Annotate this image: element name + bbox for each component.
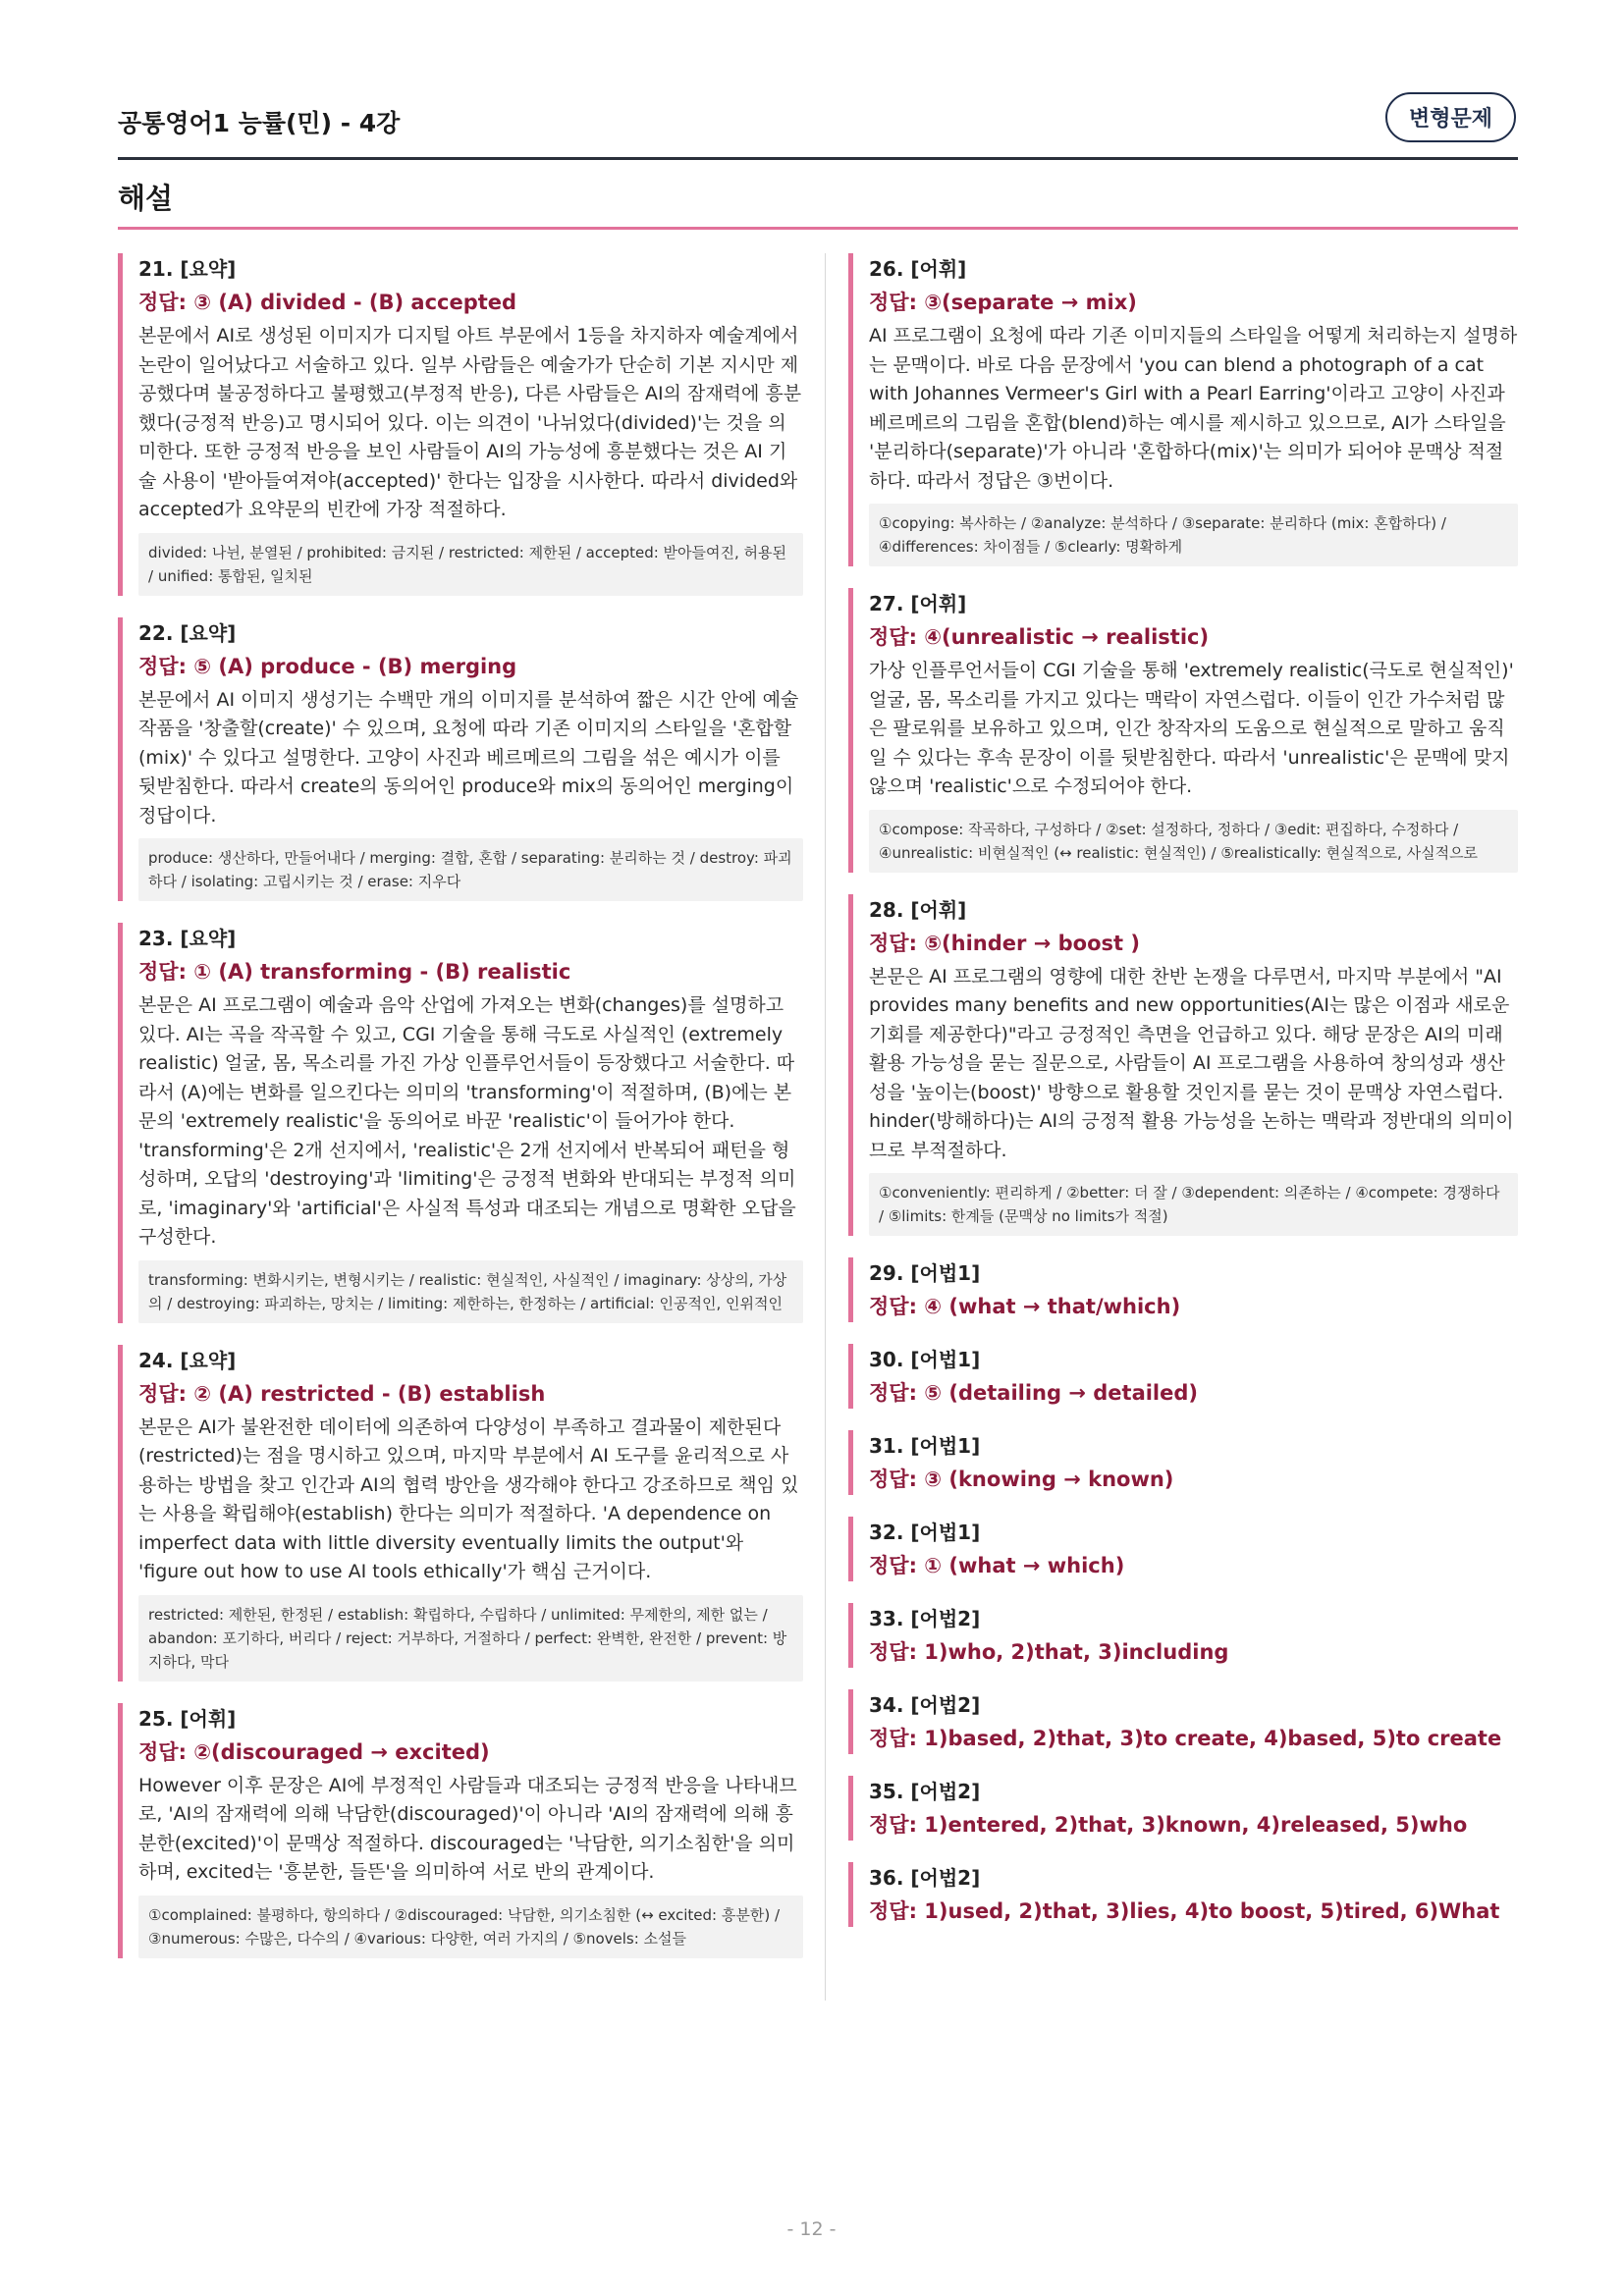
answer-item-25 bbox=[118, 1703, 803, 1958]
vocab-box: transforming: 변화시키는, 변형시키는 / realistic: 현실적인, 사실적인 / imaginary: 상상의, 가상의 / destroying: 파괴하는, 망치는 / limiting: 제한하는, 한정하는 / artificial: 인공적인, 인위적인 bbox=[138, 1260, 803, 1323]
answer-item-32 bbox=[848, 1517, 1518, 1581]
answer-item-27 bbox=[848, 588, 1518, 873]
answer-item-23 bbox=[118, 923, 803, 1323]
item-answer: 정답: ① (what → which) bbox=[869, 1554, 1125, 1577]
item-answer: 정답: 1)based, 2)that, 3)to create, 4)based, 5)to create bbox=[869, 1727, 1502, 1750]
item-answer: 정답: ③ (knowing → known) bbox=[869, 1468, 1174, 1491]
answer-item-34 bbox=[848, 1689, 1518, 1754]
item-answer: 정답: ③(separate → mix) bbox=[869, 291, 1137, 314]
section-divider bbox=[118, 227, 1518, 230]
item-explanation: AI 프로그램이 요청에 따라 기존 이미지들의 스타일을 어떻게 처리하는지 설명하는 문맥이다. 바로 다음 문장에서 'you can blend a photograph of a cat with Johannes Vermeer's Girl with a Pearl Earring'이라고 고양이 사진과 베르메르의 그림을 혼합(blend)하는 예시를 제시하고 있으므로, AI가 스타일을 '분리하다(separate)'가 아니라 '혼합하다(mix)'는 의미가 되어야 문맥상 적절하다. 따라서 정답은 ③번이다. bbox=[869, 325, 1518, 492]
header-divider bbox=[118, 157, 1518, 160]
item-heading: 36. [어법2] bbox=[869, 1866, 981, 1890]
item-answer: 정답: ⑤(hinder → boost ) bbox=[869, 931, 1140, 955]
answer-item-26 bbox=[848, 253, 1518, 566]
item-answer: 정답: ④(unrealistic → realistic) bbox=[869, 625, 1210, 649]
item-answer: 정답: ⑤ (A) produce - (B) merging bbox=[138, 654, 517, 678]
answer-item-22 bbox=[118, 617, 803, 902]
item-explanation: 본문은 AI가 불완전한 데이터에 의존하여 다양성이 부족하고 결과물이 제한된다(restricted)는 점을 명시하고 있으며, 마지막 부분에서 AI 도구를 윤리적으로 사용하는 방법을 찾고 인간과 AI의 협력 방안을 생각해야 한다고 강조하므로 책임 있는 사용을 확립해야(establish) 한다는 의미가 적절하다. 'A dependence on imperfect data with little diversity eventually limits the output'와 'figure out how to use AI tools ethically'가 핵심 근거이다. bbox=[138, 1415, 799, 1582]
item-heading: 34. [어법2] bbox=[869, 1693, 981, 1717]
item-explanation: 본문에서 AI로 생성된 이미지가 디지털 아트 부문에서 1등을 차지하자 예술계에서 논란이 일어났다고 서술하고 있다. 일부 사람들은 예술가가 단순히 기본 지시만 제공했다며 불공정하다고 불평했고(부정적 반응), 다른 사람들은 AI의 잠재력에 흥분했다(긍정적 반응)고 명시되어 있다. 이는 의견이 '나뉘었다(divided)'는 것을 의미한다. 또한 긍정적 반응을 보인 사람들이 AI의 가능성에 흥분했다는 것은 AI 기술 사용이 '받아들여져야(accepted)' 한다는 입장을 시사한다. 따라서 divided와 accepted가 요약문의 빈칸에 가장 적절하다. bbox=[138, 325, 802, 520]
column-divider bbox=[825, 253, 826, 2001]
item-explanation: However 이후 문장은 AI에 부정적인 사람들과 대조되는 긍정적 반응을 나타내므로, 'AI의 잠재력에 의해 낙담한(discouraged)'이 아니라 'AI의 잠재력에 의해 흥분한(excited)'이 문맥상 적절하다. discouraged는 '낙담한, 의기소침한'을 의미하며, excited는 '흥분한, 들뜬'을 의미하여 서로 반의 관계이다. bbox=[138, 1774, 797, 1883]
answer-item-29 bbox=[848, 1257, 1518, 1322]
item-answer: 정답: ③ (A) divided - (B) accepted bbox=[138, 291, 517, 314]
item-heading: 32. [어법1] bbox=[869, 1521, 981, 1544]
answer-item-33 bbox=[848, 1603, 1518, 1668]
item-heading: 24. [요약] bbox=[138, 1348, 237, 1372]
item-heading: 23. [요약] bbox=[138, 927, 237, 950]
item-heading: 22. [요약] bbox=[138, 620, 237, 645]
item-heading: 31. [어법1] bbox=[869, 1434, 981, 1458]
answer-item-24 bbox=[118, 1345, 803, 1682]
answer-item-35 bbox=[848, 1776, 1518, 1841]
item-heading: 21. [요약] bbox=[138, 257, 237, 281]
vocab-box: ①conveniently: 편리하게 / ②better: 더 잘 / ③dependent: 의존하는 / ④compete: 경쟁하다 / ⑤limits: 한계들 (문맥상 no limits가 적절) bbox=[869, 1173, 1518, 1236]
item-answer: 정답: ⑤ (detailing → detailed) bbox=[869, 1381, 1199, 1405]
item-explanation: 본문은 AI 프로그램이 예술과 음악 산업에 가져오는 변화(changes)를 설명하고 있다. AI는 곡을 작곡할 수 있고, CGI 기술을 통해 극도로 사실적인 (extremely realistic) 얼굴, 몸, 목소리를 가진 가상 인플루언서들이 등장했다고 서술한다. 따라서 (A)에는 변화를 일으킨다는 의미의 'transforming'이 적절하며, (B)에는 본문의 'extremely realistic'을 동의어로 바꾼 'realistic'이 들어가야 한다. 'transforming'은 2개 선지에서, 'realistic'은 2개 선지에서 반복되어 패턴을 형성하며, 오답의 'destroying'과 'limiting'은 긍정적 변화와 반대되는 부정적 의미로, 'imaginary'와 'artificial'은 사실적 특성과 대조되는 개념으로 명확한 오답을 구성한다. bbox=[138, 994, 796, 1248]
item-answer: 정답: ② (A) restricted - (B) establish bbox=[138, 1381, 546, 1406]
right-column bbox=[848, 253, 1518, 1949]
item-answer: 정답: 1)who, 2)that, 3)including bbox=[869, 1640, 1229, 1664]
vocab-box: ①complained: 불평하다, 항의하다 / ②discouraged: 낙담한, 의기소침한 (↔ excited: 흥분한) / ③numerous: 수많은, 다수의 / ④various: 다양한, 여러 가지의 / ⑤novels: 소설들 bbox=[138, 1896, 803, 1958]
answer-item-30 bbox=[848, 1344, 1518, 1409]
item-heading: 30. [어법1] bbox=[869, 1348, 981, 1371]
item-answer: 정답: 1)entered, 2)that, 3)known, 4)released, 5)who bbox=[869, 1813, 1468, 1837]
item-heading: 25. [어휘] bbox=[138, 1706, 237, 1731]
item-heading: 33. [어법2] bbox=[869, 1607, 981, 1630]
item-explanation: 본문은 AI 프로그램의 영향에 대한 찬반 논쟁을 다루면서, 마지막 부분에서 "AI provides many benefits and new opportunities(AI는 많은 이점과 새로운 기회를 제공한다)"라고 긍정적인 측면을 언급하고 있다. 해당 문장은 AI의 미래 활용 가능성을 묻는 질문으로, 사람들이 AI 프로그램을 사용하여 창의성과 생산성을 '높이는(boost)' 방향으로 활용할 것인지를 묻는 것이 문맥상 자연스럽다. hinder(방해하다)는 AI의 긍정적 활용 가능성을 논하는 맥락과 정반대의 의미이므로 부적절하다. bbox=[869, 965, 1514, 1161]
item-answer: 정답: 1)used, 2)that, 3)lies, 4)to boost, 5)tired, 6)What bbox=[869, 1899, 1500, 1923]
item-explanation: 가상 인플루언서들이 CGI 기술을 통해 'extremely realistic(극도로 현실적인)' 얼굴, 몸, 목소리를 가지고 있다는 맥락이 자연스럽다. 이들이 인간 가수처럼 많은 팔로워를 보유하고 있으며, 인간 창작자의 도움으로 현실적으로 말하고 움직일 수 있다는 후속 문장이 이를 뒷받침한다. 따라서 'unrealistic'은 문맥에 맞지 않으며 'realistic'으로 수정되어야 한다. bbox=[869, 660, 1514, 797]
left-column bbox=[118, 253, 803, 1980]
answer-item-21 bbox=[118, 253, 803, 596]
answer-item-28 bbox=[848, 894, 1518, 1237]
item-answer: 정답: ②(discouraged → excited) bbox=[138, 1739, 490, 1764]
vocab-box: ①compose: 작곡하다, 구성하다 / ②set: 설정하다, 정하다 / ③edit: 편집하다, 수정하다 / ④unrealistic: 비현실적인 (↔ realistic: 현실적인) / ⑤realistically: 현실적으로, 사실적으로 bbox=[869, 810, 1518, 873]
item-heading: 26. [어휘] bbox=[869, 257, 967, 281]
answer-item-31 bbox=[848, 1430, 1518, 1495]
vocab-box: ①copying: 복사하는 / ②analyze: 분석하다 / ③separate: 분리하다 (mix: 혼합하다) / ④differences: 차이점들 / ⑤clearly: 명확하게 bbox=[869, 504, 1518, 566]
vocab-box: divided: 나뉜, 분열된 / prohibited: 금지된 / restricted: 제한된 / accepted: 받아들여진, 허용된 / unified: 통합된, 일치된 bbox=[138, 533, 803, 596]
item-answer: 정답: ④ (what → that/which) bbox=[869, 1295, 1181, 1318]
item-heading: 27. [어휘] bbox=[869, 592, 967, 615]
item-answer: 정답: ① (A) transforming - (B) realistic bbox=[138, 960, 571, 984]
variant-badge: 변형문제 bbox=[1385, 92, 1516, 142]
item-heading: 35. [어법2] bbox=[869, 1780, 981, 1803]
vocab-box: restricted: 제한된, 한정된 / establish: 확립하다, 수립하다 / unlimited: 무제한의, 제한 없는 / abandon: 포기하다, 버리다 / reject: 거부하다, 거절하다 / perfect: 완벽한, 완전한 / prevent: 방지하다, 막다 bbox=[138, 1595, 803, 1682]
item-explanation: 본문에서 AI 이미지 생성기는 수백만 개의 이미지를 분석하여 짧은 시간 안에 예술 작품을 '창출할(create)' 수 있으며, 요청에 따라 기존 이미지의 스타일을 '혼합할(mix)' 수 있다고 설명한다. 고양이 사진과 베르메르의 그림을 섞은 예시가 이를 뒷받침한다. 따라서 create의 동의어인 produce와 mix의 동의어인 merging이 정답이다. bbox=[138, 688, 799, 827]
answer-item-36 bbox=[848, 1862, 1518, 1927]
page-number: - 12 - bbox=[786, 2218, 837, 2240]
vocab-box: produce: 생산하다, 만들어내다 / merging: 결합, 혼합 / separating: 분리하는 것 / destroy: 파괴하다 / isolating: 고립시키는 것 / erase: 지우다 bbox=[138, 838, 803, 901]
item-heading: 28. [어휘] bbox=[869, 897, 967, 922]
document-title: 공통영어1 능률(민) - 4강 bbox=[118, 109, 401, 137]
page-header bbox=[118, 92, 1518, 157]
section-title: 해설 bbox=[118, 182, 174, 215]
item-heading: 29. [어법1] bbox=[869, 1261, 981, 1285]
